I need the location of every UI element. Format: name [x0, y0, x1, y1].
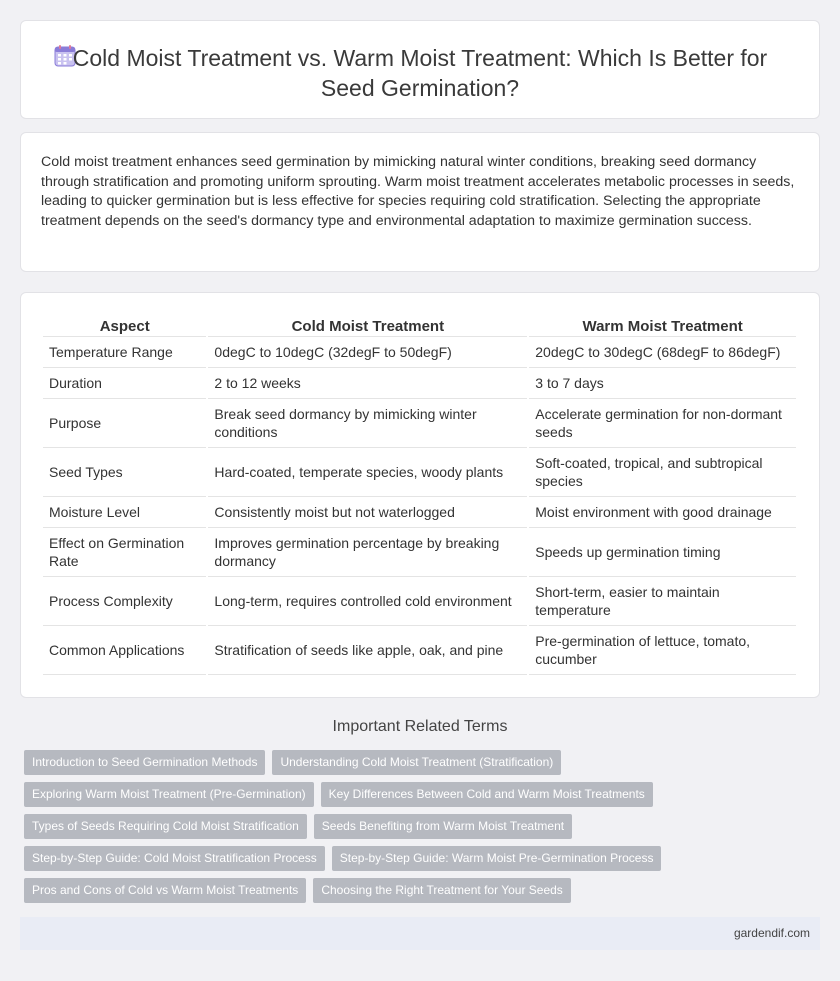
- cell-warm: 3 to 7 days: [529, 368, 796, 399]
- cell-warm: Moist environment with good drainage: [529, 497, 796, 528]
- header-cold-moist: Cold Moist Treatment: [208, 315, 527, 337]
- related-terms-heading: Important Related Terms: [332, 718, 508, 735]
- related-term-tag[interactable]: Step-by-Step Guide: Cold Moist Stratification Process: [24, 846, 325, 871]
- cell-warm: Speeds up germination timing: [529, 528, 796, 577]
- cell-aspect: Process Complexity: [43, 577, 206, 626]
- cell-warm: Short-term, easier to maintain temperature: [529, 577, 796, 626]
- cell-aspect: Purpose: [43, 399, 206, 448]
- intro-paragraph: Cold moist treatment enhances seed germination by mimicking natural winter conditions, breaking seed dormancy through stratification and promoting uniform sprouting. Warm moist treatment accelerates metabolic processes in seeds, leading to quicker germination but is less effective for species requiring cold stratification. Selecting the appropriate treatment depends on the seed's dormancy type and environmental adaptation to maximize germination success.: [41, 154, 795, 229]
- related-term-tag[interactable]: Seeds Benefiting from Warm Moist Treatment: [314, 814, 572, 839]
- cell-aspect: Duration: [43, 368, 206, 399]
- table-header-row: [43, 315, 796, 337]
- related-term-tag[interactable]: Exploring Warm Moist Treatment (Pre-Germination): [24, 782, 314, 807]
- cell-cold: 2 to 12 weeks: [208, 368, 527, 399]
- header-warm-moist: Warm Moist Treatment: [529, 315, 796, 337]
- table-row: [43, 528, 796, 577]
- related-term-tag[interactable]: Introduction to Seed Germination Methods: [24, 750, 265, 775]
- cell-cold: Long-term, requires controlled cold environment: [208, 577, 527, 626]
- cell-warm: Accelerate germination for non-dormant seeds: [529, 399, 796, 448]
- table-row: [43, 626, 796, 675]
- cell-cold: Improves germination percentage by breaking dormancy: [208, 528, 527, 577]
- intro-card: [20, 132, 820, 272]
- table-row: [43, 337, 796, 368]
- title-card: [20, 20, 820, 119]
- table-row: [43, 497, 796, 528]
- related-term-tag[interactable]: Step-by-Step Guide: Warm Moist Pre-Germination Process: [332, 846, 662, 871]
- table-row: [43, 368, 796, 399]
- table-row: [43, 577, 796, 626]
- comparison-table: [41, 315, 798, 675]
- related-terms-list: [24, 750, 824, 910]
- cell-cold: Break seed dormancy by mimicking winter conditions: [208, 399, 527, 448]
- related-term-tag[interactable]: Key Differences Between Cold and Warm Moist Treatments: [321, 782, 653, 807]
- cell-aspect: Common Applications: [43, 626, 206, 675]
- cell-warm: Pre-germination of lettuce, tomato, cucumber: [529, 626, 796, 675]
- cell-warm: Soft-coated, tropical, and subtropical species: [529, 448, 796, 497]
- related-term-tag[interactable]: Choosing the Right Treatment for Your Seeds: [313, 878, 570, 903]
- related-term-tag[interactable]: Understanding Cold Moist Treatment (Stratification): [272, 750, 561, 775]
- cell-cold: 0degC to 10degC (32degF to 50degF): [208, 337, 527, 368]
- related-term-tag[interactable]: Pros and Cons of Cold vs Warm Moist Treatments: [24, 878, 306, 903]
- cell-aspect: Seed Types: [43, 448, 206, 497]
- cell-cold: Stratification of seeds like apple, oak, and pine: [208, 626, 527, 675]
- cell-cold: Consistently moist but not waterlogged: [208, 497, 527, 528]
- cell-cold: Hard-coated, temperate species, woody plants: [208, 448, 527, 497]
- cell-aspect: Moisture Level: [43, 497, 206, 528]
- table-row: [43, 448, 796, 497]
- cell-aspect: Temperature Range: [43, 337, 206, 368]
- cell-warm: 20degC to 30degC (68degF to 86degF): [529, 337, 796, 368]
- related-term-tag[interactable]: Types of Seeds Requiring Cold Moist Stratification: [24, 814, 307, 839]
- footer: [20, 917, 820, 950]
- footer-site-link[interactable]: gardendif.com: [733, 926, 810, 940]
- page-title: Cold Moist Treatment vs. Warm Moist Treatment: Which Is Better for Seed Germination?: [72, 45, 768, 101]
- cell-aspect: Effect on Germination Rate: [43, 528, 206, 577]
- header-aspect: Aspect: [43, 315, 206, 337]
- comparison-table-card: [20, 292, 820, 698]
- table-row: [43, 399, 796, 448]
